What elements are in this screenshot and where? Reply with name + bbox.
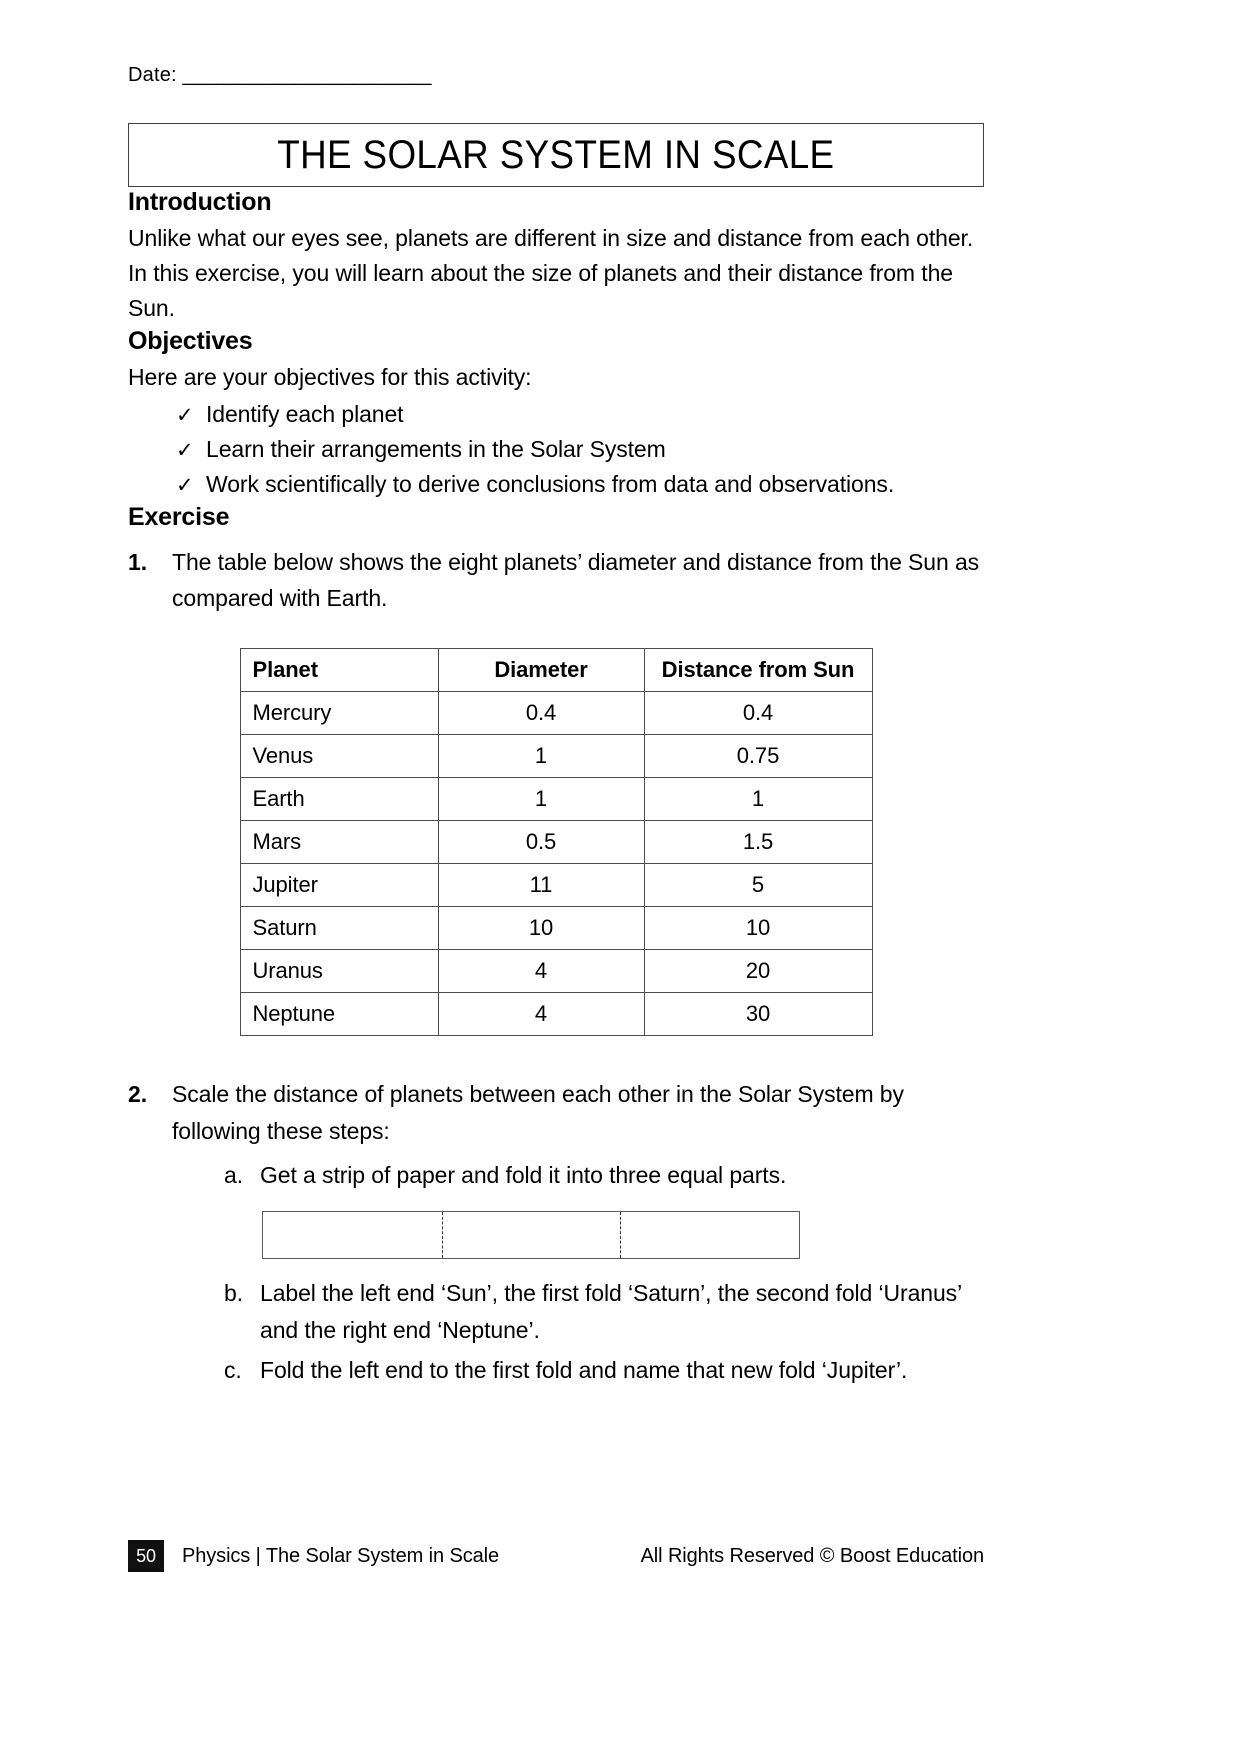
cell-planet: Venus [240, 735, 438, 778]
cell-diameter: 11 [438, 864, 644, 907]
step-label: c. [224, 1356, 242, 1383]
page-title: THE SOLAR SYSTEM IN SCALE [277, 133, 835, 177]
cell-distance: 5 [644, 864, 872, 907]
page-footer [128, 1540, 984, 1572]
objective-label: Learn their arrangements in the Solar System [206, 435, 666, 462]
cell-planet: Earth [240, 778, 438, 821]
cell-diameter: 1 [438, 778, 644, 821]
item-number: 2. [128, 1081, 147, 1108]
item-text: The table below shows the eight planets’ diameter and distance from the Sun as compared with Earth. [172, 548, 980, 611]
cell-distance: 1.5 [644, 821, 872, 864]
footer-right-text: All Rights Reserved © Boost Education [640, 1544, 984, 1567]
exercise-item-1 [128, 544, 984, 617]
page-number-badge: 50 [128, 1540, 164, 1572]
list-item [176, 467, 984, 502]
cell-distance: 1 [644, 778, 872, 821]
page-content [128, 0, 984, 1388]
objectives-heading: Objectives [128, 326, 253, 355]
cell-diameter: 10 [438, 907, 644, 950]
page-title-box [128, 123, 984, 187]
cell-distance: 0.75 [644, 735, 872, 778]
check-icon: ✓ [176, 438, 194, 462]
objectives-list [128, 397, 984, 502]
list-item [224, 1275, 984, 1348]
cell-diameter: 1 [438, 735, 644, 778]
cell-diameter: 0.4 [438, 692, 644, 735]
introduction-heading: Introduction [128, 188, 272, 216]
step-label: b. [224, 1280, 243, 1307]
paper-strip-diagram-container [128, 1211, 984, 1259]
item-text: Scale the distance of planets between each other in the Solar System by following these steps: [172, 1081, 904, 1144]
step-text: Fold the left end to the first fold and name that new fold ‘Jupiter’. [260, 1356, 908, 1383]
planets-table-container [128, 648, 984, 1036]
cell-diameter: 4 [438, 993, 644, 1036]
table-header-row [240, 649, 872, 692]
table-row [240, 778, 872, 821]
cell-distance: 10 [644, 907, 872, 950]
fold-line-first [442, 1212, 443, 1258]
step-text: Label the left end ‘Sun’, the first fold ‘Saturn’, the second fold ‘Uranus’ and the right end ‘Neptune’. [260, 1280, 962, 1343]
column-header-planet: Planet [240, 649, 438, 692]
cell-distance: 0.4 [644, 692, 872, 735]
cell-planet: Jupiter [240, 864, 438, 907]
item-number: 1. [128, 548, 147, 575]
cell-distance: 30 [644, 993, 872, 1036]
planets-table [240, 648, 873, 1036]
table-row [240, 907, 872, 950]
column-header-diameter: Diameter [438, 649, 644, 692]
objectives-lead: Here are your objectives for this activity: [128, 363, 532, 390]
objective-label: Work scientifically to derive conclusions from data and observations. [206, 470, 895, 497]
cell-diameter: 4 [438, 950, 644, 993]
exercise-heading: Exercise [128, 502, 230, 531]
cell-planet: Mercury [240, 692, 438, 735]
exercise-item-2 [128, 1076, 984, 1149]
step-text: Get a strip of paper and fold it into three equal parts. [260, 1161, 787, 1188]
exercise-2-steps [128, 1157, 984, 1193]
table-row [240, 692, 872, 735]
fold-line-second [620, 1212, 621, 1258]
exercise-2-steps-continued [128, 1275, 984, 1388]
table-row [240, 950, 872, 993]
step-label: a. [224, 1161, 243, 1188]
cell-planet: Neptune [240, 993, 438, 1036]
cell-diameter: 0.5 [438, 821, 644, 864]
check-icon: ✓ [176, 473, 194, 497]
paper-strip-diagram [262, 1211, 800, 1259]
table-row [240, 735, 872, 778]
cell-distance: 20 [644, 950, 872, 993]
list-item [176, 397, 984, 432]
table-row [240, 864, 872, 907]
objective-label: Identify each planet [206, 400, 404, 427]
cell-planet: Uranus [240, 950, 438, 993]
table-row [240, 993, 872, 1036]
cell-planet: Saturn [240, 907, 438, 950]
table-row [240, 821, 872, 864]
list-item [224, 1157, 984, 1193]
column-header-distance: Distance from Sun [644, 649, 872, 692]
cell-planet: Mars [240, 821, 438, 864]
list-item [176, 432, 984, 467]
introduction-paragraph: Unlike what our eyes see, planets are different in size and distance from each other. In this exercise, you will learn about the size of planets and their distance from the Sun. [128, 225, 974, 321]
check-icon: ✓ [176, 403, 194, 427]
footer-left-text: Physics | The Solar System in Scale [182, 1544, 500, 1567]
date-field[interactable]: Date: ______________________ [128, 64, 432, 86]
list-item [224, 1352, 984, 1388]
